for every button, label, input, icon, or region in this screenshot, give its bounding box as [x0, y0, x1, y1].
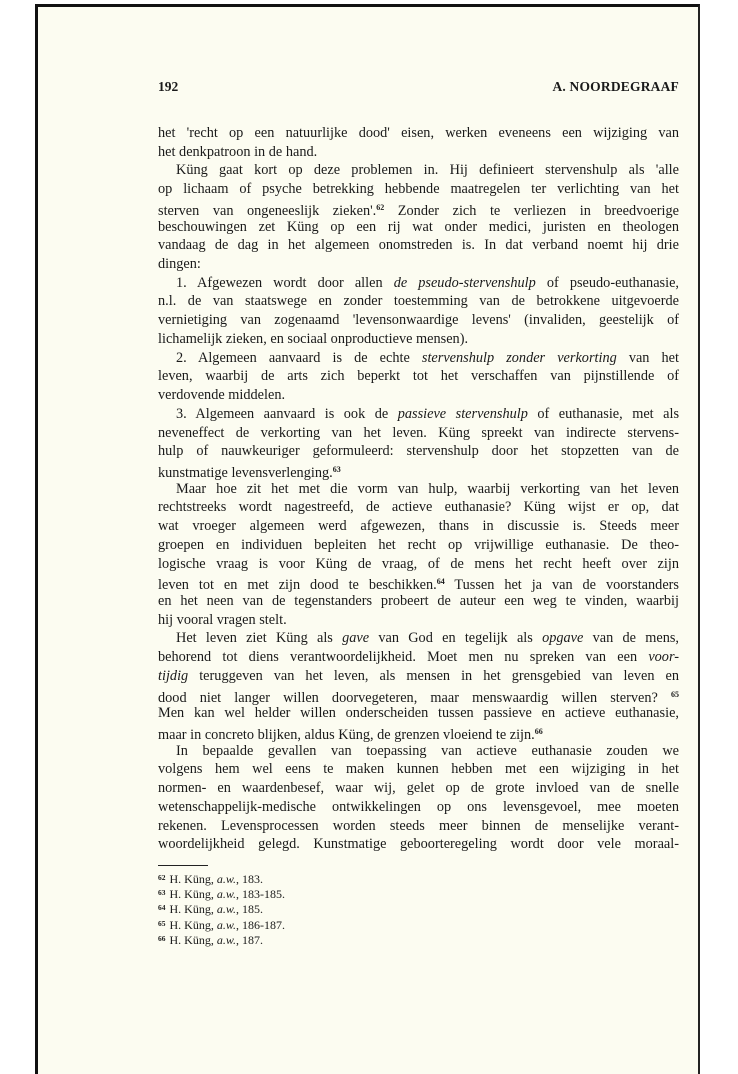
text-line	[158, 255, 679, 274]
text-segment: logische vraag is voor Küng de vraag, of de mens het recht heeft over zijn	[158, 555, 679, 572]
text-segment: dingen:	[158, 256, 201, 273]
running-head: A. NOORDEGRAAF	[552, 79, 679, 94]
paragraph	[158, 274, 679, 349]
text-segment: leven tot en met zijn dood te beschikken.	[158, 577, 437, 594]
page-number: 192	[158, 79, 179, 94]
text-line	[158, 274, 679, 293]
text-line	[158, 292, 679, 311]
italic-text: gave	[342, 630, 370, 647]
text-line	[158, 686, 679, 705]
text-segment: lichamelijk zieken, en sociaal onproductieve mensen).	[158, 330, 469, 347]
footnote-reference: 65	[671, 689, 679, 699]
text-line	[158, 480, 679, 499]
text-segment: van het	[616, 349, 679, 366]
text-segment: 1. Afgewezen wordt door allen	[176, 274, 394, 291]
footnote-divider	[158, 865, 208, 866]
text-segment: Küng gaat kort op deze problemen in. Hij definieert stervenshulp als 'alle	[176, 162, 679, 179]
text-line	[158, 405, 679, 424]
text-line	[158, 629, 679, 648]
footnotes	[158, 871, 285, 947]
text-segment: Tussen het ja van de voorstanders	[444, 577, 679, 594]
text-line	[158, 124, 679, 143]
text-line	[158, 218, 679, 237]
footnote-number: 62	[158, 873, 166, 882]
book-page	[35, 4, 700, 1074]
text-segment: kunstmatige levensverlenging.	[158, 464, 333, 481]
text-segment: volgens hem wel eens te maken kunnen hebben met een wijziging in het	[158, 761, 679, 778]
footnote-reference: 66	[534, 727, 543, 736]
text-line	[158, 461, 679, 480]
body-text	[158, 124, 679, 854]
footnote	[158, 932, 285, 947]
text-segment: hij vooral vragen stelt.	[158, 611, 287, 628]
text-segment: en het neen van de tegenstanders probeert de auteur een weg te vinden, waarbij	[158, 592, 679, 609]
footnote-reference: 63	[332, 464, 341, 474]
text-segment: neveneffect de verkorting van het leven. Küng spreekt van indirecte stervens-	[158, 424, 679, 441]
text-segment: van God en tegelijk als	[369, 630, 543, 647]
text-segment: beschouwingen zet Küng op een rij wat onder medici, juristen en theologen	[158, 218, 679, 235]
footnote-ref: a.w.	[216, 932, 236, 947]
footnote	[158, 871, 285, 886]
text-line	[158, 442, 679, 461]
footnote-author: H. Küng,	[169, 932, 217, 947]
italic-text: passieve stervenshulp	[397, 405, 528, 422]
footnote-ref: a.w.	[216, 887, 236, 902]
text-segment: maar in concreto blijken, aldus Küng, de grenzen vloeiend te zijn.	[158, 727, 535, 743]
text-segment: op lichaam of psyche betrekking hebbende maatregelen ter verlichting van het	[158, 181, 679, 198]
italic-text: de pseudo-stervenshulp	[393, 274, 536, 291]
text-segment: 3. Algemeen aanvaard is ook de	[176, 405, 398, 422]
text-segment: wetenschappelijk-medische ontwikkelingen op ons levensgevoel, mee moeten	[158, 798, 679, 815]
italic-text: tijdig	[158, 667, 189, 684]
text-line	[158, 723, 679, 742]
text-line	[158, 573, 679, 592]
paragraph	[158, 480, 679, 630]
text-line	[158, 704, 679, 723]
paragraph	[158, 161, 679, 273]
footnote-author: H. Küng,	[169, 902, 217, 917]
text-line	[158, 143, 679, 162]
text-segment: behorend tot diens verantwoordelijkheid. Moet men nu spreken van een	[158, 649, 649, 666]
text-line	[158, 349, 679, 368]
footnote-reference: 62	[376, 202, 385, 212]
paragraph	[158, 124, 679, 161]
text-segment: wat vroeger algemeen werd afgewezen, thans in discussie is. Steeds meer	[158, 518, 679, 535]
text-line	[158, 555, 679, 574]
text-segment: vernietiging van zogenaamd 'levensonwaardige levens' (invaliden, geestelijk of	[158, 312, 679, 329]
text-line	[158, 311, 679, 330]
text-segment: dood niet langer willen doorvegeteren, maar menswaardig willen sterven?	[158, 689, 671, 706]
italic-text: opgave	[542, 630, 584, 647]
text-segment: Het leven ziet Küng als	[176, 630, 343, 647]
text-line	[158, 835, 679, 854]
footnote-pages: , 183-185.	[235, 887, 285, 902]
text-line	[158, 161, 679, 180]
footnote-number: 65	[158, 918, 166, 928]
text-line	[158, 498, 679, 517]
text-line	[158, 386, 679, 405]
text-line	[158, 367, 679, 386]
text-line	[158, 180, 679, 199]
footnote-number: 63	[158, 888, 166, 898]
text-segment: teruggeven van het leven, als mensen in het grensgebied van leven en	[188, 667, 679, 684]
paragraph	[158, 742, 679, 854]
italic-text: stervenshulp zonder verkorting	[421, 349, 617, 366]
text-segment: groepen en individuen bepleiten het recht op vrijwillige euthanasie. De theo-	[158, 536, 679, 553]
text-segment: of pseudo-euthanasie,	[535, 274, 679, 291]
text-segment: 2. Algemeen aanvaard is de echte	[176, 349, 422, 366]
text-segment: woordelijkheid gelegd. Kunstmatige geboorteregeling wordt door vele moraal-	[158, 836, 679, 853]
text-segment: of euthanasie, met als	[527, 405, 680, 422]
footnote	[158, 886, 285, 901]
text-line	[158, 236, 679, 255]
text-line	[158, 592, 679, 611]
text-segment: het 'recht op een natuurlijke dood' eisen, werken eveneens een wijziging van	[158, 125, 679, 141]
text-line	[158, 648, 679, 667]
footnote	[158, 901, 285, 916]
text-segment: n.l. de van staatswege en zonder toestemming van de betrokkene uitgevoerde	[158, 293, 679, 310]
text-line	[158, 779, 679, 798]
paragraph	[158, 349, 679, 405]
text-line	[158, 611, 679, 630]
footnote-pages: , 187.	[235, 932, 263, 947]
footnote-number: 66	[158, 933, 166, 943]
text-segment: het denkpatroon in de hand.	[158, 143, 318, 160]
text-line	[158, 536, 679, 555]
text-line	[158, 798, 679, 817]
footnote-ref: a.w.	[216, 902, 236, 917]
footnote-author: H. Küng,	[169, 917, 217, 932]
text-segment: Men kan wel helder willen onderscheiden tussen passieve en actieve euthanasie,	[158, 705, 679, 722]
footnote-author: H. Küng,	[169, 872, 217, 886]
paragraph	[158, 629, 679, 741]
footnote-ref: a.w.	[216, 872, 236, 886]
footnote	[158, 917, 285, 932]
text-line	[158, 817, 679, 836]
text-line	[158, 742, 679, 761]
text-segment: Maar hoe zit het met die vorm van hulp, waarbij verkorting van het leven	[176, 480, 679, 497]
text-segment: rekenen. Levensprocessen worden steeds meer binnen de menselijke verant-	[158, 817, 679, 834]
text-line	[158, 517, 679, 536]
text-segment: rechtstreeks wordt nagestreefd, de actieve euthanasie? Küng wijst er op, dat	[158, 499, 679, 516]
footnote-reference: 64	[436, 577, 445, 587]
text-segment: hulp of nauwkeuriger geformuleerd: stervenshulp door het stopzetten van de	[158, 443, 679, 460]
footnote-pages: , 186-187.	[235, 917, 285, 932]
text-segment: vandaag de dag in het algemeen onomstreden is. In dat verband noemt hij drie	[158, 237, 679, 254]
text-line	[158, 199, 679, 218]
text-line	[158, 667, 679, 686]
footnote-author: H. Küng,	[169, 887, 217, 902]
italic-text: voor-	[648, 649, 679, 666]
text-segment: In bepaalde gevallen van toepassing van actieve euthanasie zouden we	[176, 742, 679, 759]
text-segment: Zonder zich te verliezen in breedvoerige	[384, 202, 679, 219]
text-segment: sterven van ongeneeslijk zieken'.	[158, 202, 377, 219]
paragraph	[158, 405, 679, 480]
footnote-number: 64	[158, 903, 166, 913]
text-line	[158, 424, 679, 443]
footnote-pages: , 183.	[235, 872, 263, 886]
text-segment: leven, waarbij de arts zich beperkt tot het verschaffen van pijnstillende of	[158, 368, 679, 385]
footnote-pages: , 185.	[235, 902, 263, 917]
text-segment: van de mens,	[583, 630, 679, 647]
text-segment: verdovende middelen.	[158, 387, 286, 404]
footnote-ref: a.w.	[216, 917, 236, 932]
text-line	[158, 760, 679, 779]
text-segment: normen- en waardenbesef, waar wij, gelet op de grote invloed van de snelle	[158, 780, 679, 797]
text-line	[158, 330, 679, 349]
